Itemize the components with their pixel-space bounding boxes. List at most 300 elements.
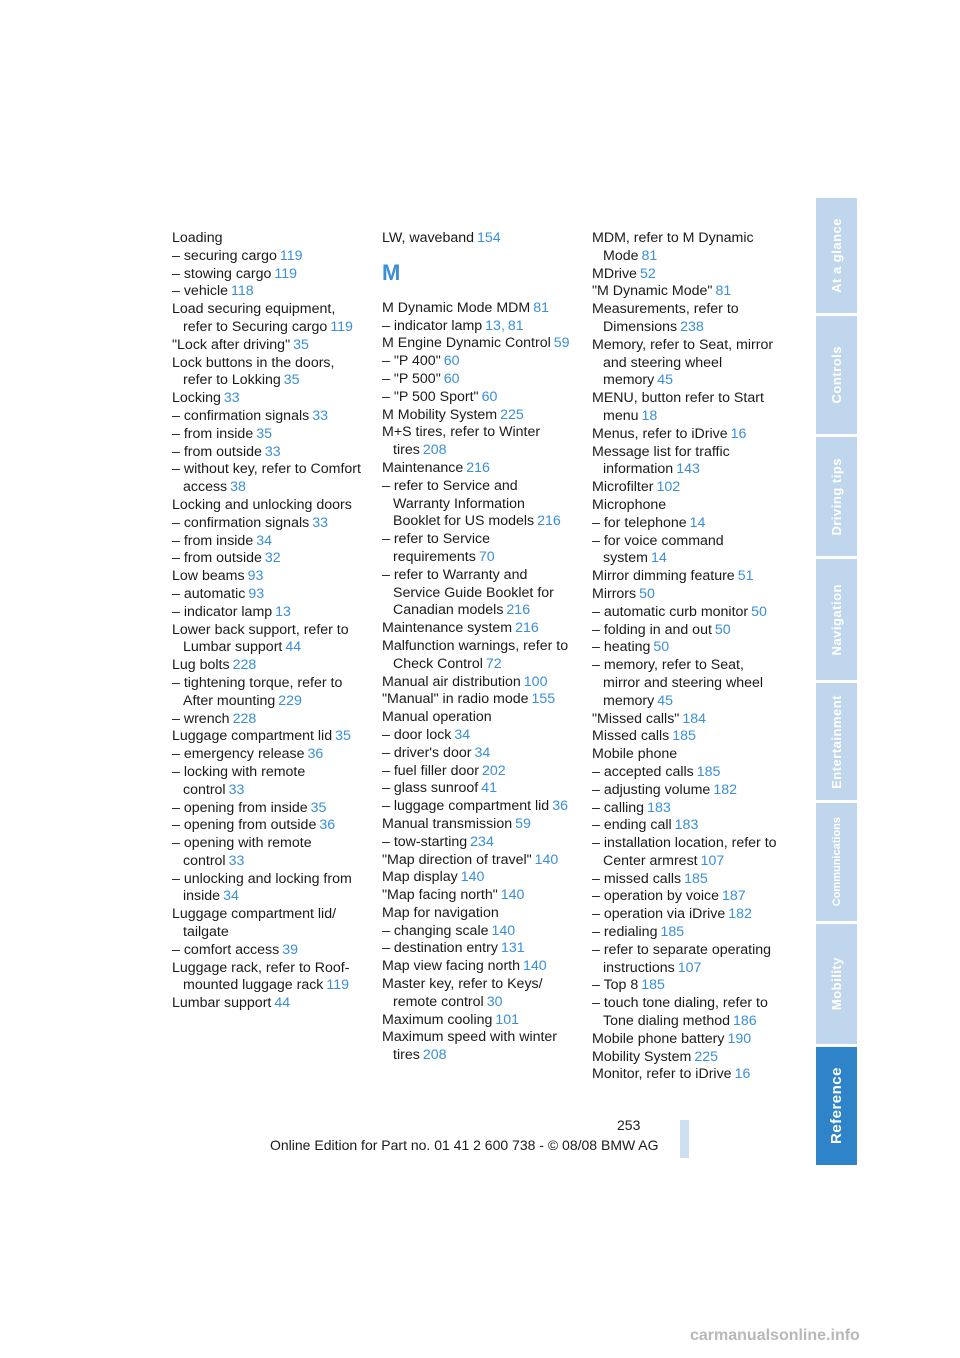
footer-text: Online Edition for Part no. 01 41 2 600 738 - © 08/08 BMW AG — [270, 1137, 659, 1153]
index-entry — [592, 266, 782, 284]
index-entry — [382, 230, 572, 248]
tab-navigation[interactable] — [816, 559, 857, 680]
page-link[interactable]: 35 — [335, 728, 351, 745]
index-entry-text: – wrench — [172, 710, 230, 727]
index-entry-text: – touch tone dialing, refer to Tone dialing method — [592, 995, 768, 1030]
page-link[interactable]: 14 — [650, 550, 667, 567]
tab-label: Reference — [828, 1067, 845, 1145]
index-entry — [172, 728, 362, 746]
index-entry-text: Lug bolts — [172, 657, 230, 674]
index-entry — [382, 691, 572, 709]
page-link[interactable]: 33 — [223, 390, 240, 407]
page-link[interactable]: 34 — [223, 888, 239, 905]
page-link[interactable]: 118 — [231, 283, 254, 300]
index-entry-text: Measurements, refer to Dimensions — [592, 301, 739, 335]
index-entry-text: – installation location, refer to Center armrest — [592, 835, 777, 869]
index-entry-text: – Top 8 — [592, 977, 639, 994]
index-entry — [172, 800, 362, 818]
index-entry-text: – fuel filler door — [382, 762, 479, 779]
page-link[interactable]: 60 — [481, 388, 498, 405]
index-entry-text: Microfilter — [592, 479, 654, 496]
index-entry — [592, 426, 782, 444]
page-link[interactable]: 30 — [486, 993, 503, 1010]
index-entry-text: – ending call — [592, 817, 672, 834]
index-entry — [172, 995, 362, 1013]
index-entry-text: Map view facing north — [382, 958, 521, 975]
tab-label: Navigation — [829, 583, 844, 656]
page-link[interactable]: 33 — [228, 781, 245, 798]
page-link[interactable]: 36 — [319, 817, 336, 834]
index-entry-text: M+S tires, refer to Winter tires — [382, 424, 541, 459]
page-link[interactable]: 13 — [275, 603, 291, 620]
page-link[interactable]: 81 — [507, 317, 524, 334]
page-link[interactable]: 102 — [656, 479, 681, 496]
page-link[interactable]: 45 — [657, 692, 674, 709]
index-entry-text: LW, waveband — [382, 230, 475, 246]
index-entry — [172, 266, 362, 284]
page-link[interactable]: 59 — [553, 335, 570, 352]
index-entry-text: Microphone — [592, 496, 667, 513]
index-entry — [592, 711, 782, 729]
page-link[interactable]: 93 — [248, 585, 265, 602]
index-entry — [172, 746, 362, 764]
index-entry — [382, 1029, 572, 1065]
index-entry — [172, 461, 362, 497]
page-link[interactable]: 81 — [533, 299, 549, 316]
index-entry — [382, 958, 572, 976]
page-link[interactable]: 143 — [676, 461, 700, 478]
index-entry — [592, 888, 782, 906]
index-entry — [172, 657, 362, 675]
index-entry — [382, 923, 572, 941]
index-entry-text: – opening from inside — [172, 799, 308, 816]
index-entry — [382, 407, 572, 425]
index-column-1 — [172, 230, 362, 1013]
index-entry — [592, 1066, 782, 1084]
page-link[interactable]: 216 — [506, 602, 531, 619]
index-entry-text: – opening from outside — [172, 817, 317, 834]
page-link[interactable]: 50 — [714, 621, 731, 638]
index-entry — [592, 657, 782, 710]
index-entry-text: "M Dynamic Mode" — [592, 283, 713, 300]
page-link[interactable]: 140 — [534, 851, 559, 868]
page-link[interactable]: 154 — [477, 230, 501, 246]
page-link[interactable]: 51 — [737, 568, 754, 585]
index-entry — [592, 800, 782, 818]
page-link[interactable]: 41 — [481, 780, 497, 797]
page-link[interactable]: 107 — [700, 852, 725, 869]
index-entry-text: Maximum speed with winter tires — [382, 1029, 558, 1064]
page-link[interactable]: 119 — [274, 265, 297, 282]
index-entry-text: – "P 500 Sport" — [382, 388, 479, 405]
tab-label: Communications — [830, 817, 843, 907]
page-link[interactable]: 228 — [232, 710, 257, 727]
index-entry-text: Mirrors — [592, 585, 637, 602]
index-entry — [382, 905, 572, 923]
page-link[interactable]: 183 — [647, 799, 671, 816]
index-entry — [382, 798, 572, 816]
page-link[interactable]: 182 — [713, 781, 737, 798]
index-entry — [382, 478, 572, 531]
page-link[interactable]: 140 — [500, 887, 525, 904]
page-link[interactable]: 185 — [696, 763, 721, 780]
index-entry-text: Malfunction warnings, refer to Check Control — [382, 637, 569, 672]
tab-driving-tips[interactable] — [816, 437, 857, 556]
page-number: 253 — [617, 1117, 641, 1133]
page-link[interactable]: 50 — [653, 639, 670, 656]
page-link[interactable]: 59 — [515, 815, 531, 832]
index-entry-text: – for voice command system — [592, 532, 724, 567]
index-entry — [382, 887, 572, 905]
page-link[interactable]: 187 — [721, 888, 746, 905]
page-link[interactable]: 36 — [307, 746, 324, 763]
index-entry — [382, 620, 572, 638]
page-link[interactable]: 183 — [674, 817, 699, 834]
index-entry — [382, 816, 572, 834]
index-entry-text: Manual transmission — [382, 815, 513, 832]
tab-reference[interactable] — [816, 1047, 857, 1165]
page-link[interactable]: 16 — [730, 425, 747, 442]
index-entry-text: – refer to separate operating instructions — [592, 941, 772, 976]
index-entry — [382, 940, 572, 958]
index-entry — [592, 746, 782, 764]
page-link[interactable]: 184 — [682, 710, 707, 727]
index-entry-text: "Map direction of travel" — [382, 851, 532, 868]
index-entry — [592, 337, 782, 390]
index-entry — [382, 531, 572, 567]
index-entry-text: Mobile phone battery — [592, 1030, 725, 1047]
page-link[interactable]: 140 — [491, 922, 516, 939]
index-entry-text: – operation via iDrive — [592, 906, 726, 923]
page-link[interactable]: 60 — [443, 353, 460, 370]
index-entry-text: Mobility System — [592, 1048, 692, 1065]
page-link[interactable]: 44 — [274, 995, 291, 1012]
page-link[interactable]: 186 — [733, 1013, 757, 1030]
index-entry-text: – redialing — [592, 924, 658, 941]
index-entry-text: – for telephone — [592, 514, 687, 531]
index-entry-text: Lock buttons in the doors, refer to Lokking — [172, 354, 335, 389]
page-link[interactable]: 208 — [422, 442, 447, 459]
index-entry-text: – accepted calls — [592, 763, 694, 780]
index-entry — [382, 869, 572, 887]
tab-label: Controls — [829, 346, 844, 404]
index-entry-text: "Lock after driving" — [172, 336, 291, 353]
index-entry — [592, 568, 782, 586]
index-entry-text: Message list for traffic information — [592, 443, 730, 478]
tab-at-a-glance[interactable] — [816, 198, 857, 313]
index-entry-text: – heating — [592, 639, 651, 656]
index-entry-text: – automatic curb monitor — [592, 603, 749, 620]
page-link[interactable]: 182 — [728, 906, 752, 923]
page-link[interactable]: 38 — [230, 479, 246, 496]
page-link[interactable]: 13 — [485, 317, 501, 334]
index-entry-text: Luggage compartment lid — [172, 728, 333, 745]
index-entry — [382, 1012, 572, 1030]
index-entry — [172, 515, 362, 533]
index-entry — [172, 586, 362, 604]
index-entry-text: – indicator lamp — [382, 317, 483, 334]
index-entry-text: – "P 500" — [382, 370, 441, 387]
index-entry — [172, 871, 362, 907]
index-entry — [382, 389, 572, 407]
index-entry-text: Mobile phone — [592, 746, 678, 763]
tab-label: Mobility — [829, 957, 844, 1011]
index-entry-text: – from outside — [172, 550, 262, 567]
page-link[interactable]: 119 — [279, 247, 303, 264]
index-entry-text: Locking — [172, 390, 221, 407]
index-entry — [592, 1031, 782, 1049]
index-entry — [382, 638, 572, 674]
index-entry-text: – confirmation signals — [172, 407, 310, 424]
index-entry — [592, 301, 782, 337]
index-letter-heading: M — [382, 259, 401, 285]
index-entry-text: M Dynamic Mode MDM — [382, 299, 531, 316]
page-link[interactable]: 33 — [228, 852, 245, 869]
index-entry-text: – door lock — [382, 726, 452, 743]
page-link[interactable]: 36 — [552, 798, 568, 815]
index-entry — [382, 567, 572, 620]
index-entry-text: – from inside — [172, 425, 254, 442]
index-entry — [172, 906, 362, 942]
page-link[interactable]: 14 — [689, 514, 706, 531]
index-entry — [172, 444, 362, 462]
index-entry — [592, 764, 782, 782]
index-entry — [592, 497, 782, 515]
page-link[interactable]: 185 — [660, 924, 685, 941]
index-entry — [382, 834, 572, 852]
index-entry-text: Menus, refer to iDrive — [592, 425, 728, 442]
index-entry — [592, 230, 782, 266]
index-entry — [172, 960, 362, 996]
page-link[interactable]: 81 — [641, 247, 658, 264]
index-entry-text: Map for navigation — [382, 904, 499, 921]
index-entry-text: – from inside — [172, 532, 254, 549]
index-entry — [592, 622, 782, 640]
index-entry-text: Locking and unlocking doors — [172, 496, 352, 513]
index-entry-text: – comfort access — [172, 941, 280, 958]
page-link[interactable]: 39 — [282, 941, 299, 958]
tab-entertainment[interactable] — [816, 683, 857, 800]
index-entry — [172, 675, 362, 711]
index-entry — [592, 995, 782, 1031]
index-entry-text: – securing cargo — [172, 247, 277, 264]
index-entry — [382, 852, 572, 870]
page-link[interactable]: 34 — [454, 726, 471, 743]
page-link[interactable]: 44 — [285, 639, 302, 656]
index-entry-text: MDM, refer to M Dynamic Mode — [592, 230, 754, 264]
index-entry-text: Luggage compartment lid/ tailgate — [172, 906, 337, 941]
index-entry — [172, 230, 362, 248]
index-entry — [592, 906, 782, 924]
index-entry-text: M Mobility System — [382, 406, 498, 423]
index-entry-text: Maximum cooling — [382, 1011, 493, 1028]
page-link[interactable]: 131 — [500, 940, 525, 957]
tab-communications[interactable] — [816, 803, 857, 921]
page-link[interactable]: 35 — [293, 336, 309, 353]
page-link[interactable]: 208 — [422, 1047, 447, 1064]
index-entry-text: "Map facing north" — [382, 887, 498, 904]
page-link[interactable]: 228 — [232, 657, 257, 674]
index-entry-text: – changing scale — [382, 922, 489, 939]
page-link[interactable]: 100 — [523, 673, 548, 690]
index-entry-text: Loading — [172, 230, 223, 246]
page-link[interactable]: 50 — [751, 603, 767, 620]
index-entry-text: – refer to Warranty and Service Guide Booklet for Canadian models — [382, 566, 554, 619]
index-entry — [172, 711, 362, 729]
page-link[interactable]: 190 — [727, 1030, 752, 1047]
index-entry — [172, 301, 362, 337]
index-entry — [592, 283, 782, 301]
page-link[interactable]: 119 — [326, 977, 350, 994]
index-entry — [592, 835, 782, 871]
page-link[interactable]: 185 — [672, 728, 696, 745]
index-entry — [592, 533, 782, 569]
page-link[interactable]: 35 — [310, 799, 327, 816]
index-entry — [382, 371, 572, 389]
index-entry — [382, 460, 572, 478]
page-link[interactable]: 70 — [478, 548, 495, 565]
page-link[interactable]: 33 — [264, 443, 281, 460]
index-entry-text: Monitor, refer to iDrive — [592, 1066, 732, 1083]
index-entry-text: – "P 400" — [382, 353, 441, 370]
index-entry-text: Master key, refer to Keys/ remote control — [382, 976, 543, 1010]
page-link[interactable]: 35 — [283, 372, 300, 389]
index-entry-text: Maintenance — [382, 459, 464, 476]
page-link[interactable]: 34 — [474, 744, 491, 761]
index-entry — [592, 817, 782, 835]
index-entry — [592, 586, 782, 604]
page-link[interactable]: 16 — [734, 1066, 751, 1083]
index-entry — [382, 318, 572, 336]
index-entry — [592, 390, 782, 426]
index-entry — [382, 745, 572, 763]
index-entry-text: – opening with remote control — [172, 835, 312, 869]
page-link[interactable]: 33 — [312, 514, 328, 531]
index-entry-text: – folding in and out — [592, 621, 712, 638]
page-link[interactable]: 107 — [677, 959, 702, 976]
tab-label: Entertainment — [829, 694, 844, 789]
index-entry-text: M Engine Dynamic Control — [382, 335, 551, 352]
index-entry — [172, 835, 362, 871]
index-entry — [592, 515, 782, 533]
page-link[interactable]: 216 — [466, 459, 490, 476]
index-entry-text: Low beams — [172, 568, 245, 585]
page-link[interactable]: 140 — [460, 869, 485, 886]
page-link[interactable]: 216 — [515, 620, 539, 637]
index-entry — [592, 639, 782, 657]
index-entry-text: Manual operation — [382, 709, 492, 726]
page-link[interactable]: 45 — [657, 372, 674, 389]
index-entry — [592, 444, 782, 480]
page-link[interactable]: 34 — [256, 532, 272, 549]
index-entry — [592, 1049, 782, 1067]
index-entry — [382, 674, 572, 692]
page-link[interactable]: 185 — [684, 870, 708, 887]
index-entry — [592, 924, 782, 942]
page-link[interactable]: 101 — [495, 1011, 520, 1028]
tab-label: At a glance — [829, 218, 844, 293]
page-link[interactable]: 33 — [312, 407, 328, 424]
page-link[interactable]: 81 — [715, 283, 732, 300]
page-link[interactable]: 35 — [256, 425, 272, 442]
index-entry — [382, 976, 572, 1012]
page-link[interactable]: 234 — [470, 833, 494, 850]
tab-controls[interactable] — [816, 316, 857, 434]
index-entry — [382, 727, 572, 745]
index-entry — [172, 568, 362, 586]
index-entry-text: Luggage rack, refer to Roof-mounted luggage rack — [172, 959, 350, 994]
index-entry-text: – memory, refer to Seat, mirror and steering wheel memory — [592, 657, 764, 709]
index-entry-text: – refer to Service requirements — [382, 531, 491, 565]
page-link[interactable]: 216 — [537, 513, 561, 530]
page-link[interactable]: 238 — [680, 318, 704, 335]
index-entry — [592, 977, 782, 995]
page-link[interactable]: 72 — [485, 655, 502, 672]
index-entry — [172, 550, 362, 568]
index-entry — [592, 479, 782, 497]
page-link[interactable]: 60 — [443, 370, 460, 387]
page-link[interactable]: 50 — [639, 585, 655, 602]
index-entry — [172, 942, 362, 960]
page-link[interactable]: 185 — [641, 977, 665, 994]
index-entry — [172, 283, 362, 301]
index-entry-text: – destination entry — [382, 940, 498, 957]
index-entry-text: Map display — [382, 869, 458, 886]
index-entry-text: – missed calls — [592, 870, 682, 887]
page-link[interactable]: 93 — [247, 568, 264, 585]
index-entry-text: "Missed calls" — [592, 710, 680, 727]
index-entry — [382, 709, 572, 727]
page-link[interactable]: 140 — [523, 958, 547, 975]
page-link[interactable]: 155 — [531, 691, 556, 708]
index-entry — [382, 353, 572, 371]
index-entry-text: – tightening torque, refer to After mounting — [172, 674, 343, 709]
index-entry-text: – luggage compartment lid — [382, 798, 550, 815]
page-link[interactable]: 52 — [639, 265, 656, 282]
index-entry-text: – refer to Service and Warranty Information Booklet for US models — [382, 477, 535, 530]
page-link[interactable]: 119 — [330, 318, 353, 335]
index-entry — [172, 533, 362, 551]
index-entry-text: Mirror dimming feature — [592, 568, 735, 585]
index-entry — [172, 390, 362, 408]
index-entry-text: – unlocking and locking from inside — [172, 870, 352, 905]
index-entry — [172, 426, 362, 444]
page-link[interactable]: 32 — [264, 550, 281, 567]
index-entry — [172, 497, 362, 515]
index-entry — [592, 604, 782, 622]
page-link[interactable]: 202 — [482, 762, 506, 779]
index-entry-text: – emergency release — [172, 746, 305, 763]
page-link[interactable]: 225 — [500, 406, 524, 423]
index-entry-text: Memory, refer to Seat, mirror and steering wheel memory — [592, 336, 774, 389]
index-entry — [592, 728, 782, 746]
tab-label: Driving tips — [829, 457, 844, 536]
index-entry-text: "Manual" in radio mode — [382, 691, 529, 708]
watermark: carmanualsonline.info — [690, 1327, 860, 1344]
page-link[interactable]: 18 — [641, 407, 658, 424]
page-marker-bar — [680, 1120, 689, 1158]
index-entry — [382, 424, 572, 460]
index-entry — [172, 622, 362, 658]
tab-mobility[interactable] — [816, 924, 857, 1044]
index-entry-text: – automatic — [172, 585, 246, 602]
page-link[interactable]: 229 — [278, 692, 302, 709]
page-link[interactable]: 225 — [694, 1048, 719, 1065]
index-entry-text: – locking with remote control — [172, 763, 306, 798]
index-entry — [592, 782, 782, 800]
index-entry — [172, 764, 362, 800]
index-entry-text: – tow-starting — [382, 833, 468, 850]
